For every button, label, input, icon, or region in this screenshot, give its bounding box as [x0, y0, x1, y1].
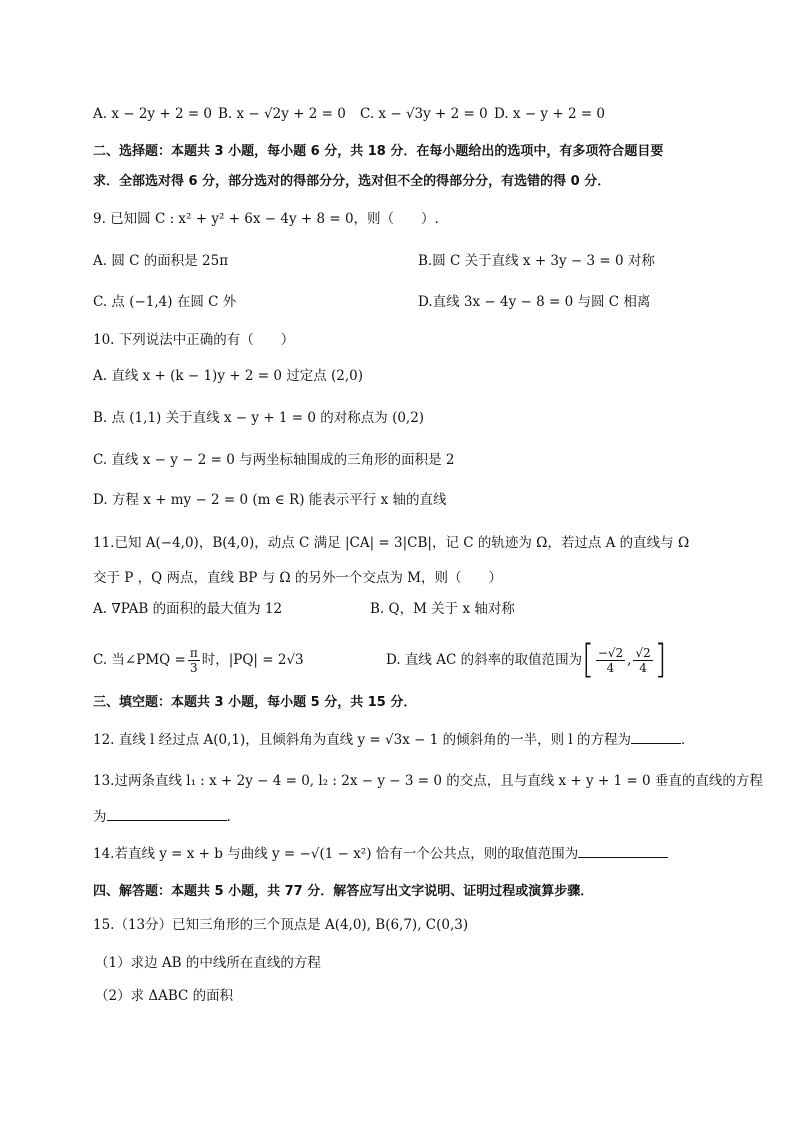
section-2-heading-line1: 二、选择题：本题共 3 小题，每小题 6 分，共 18 分．在每小题给出的选项中，有多项符合题目要 [93, 144, 664, 159]
q15-part-1: （1）求边 AB 的中线所在直线的方程 [95, 955, 321, 971]
q12-end: ． [681, 732, 695, 748]
q11-option-c-fraction [188, 646, 200, 675]
q12-text [93, 729, 695, 750]
q15-stem: 15.（13分）已知三角形的三个顶点是 A(4,0), B(6,7), C(0,3) [93, 917, 469, 933]
q11-option-d-fraction-2 [633, 646, 652, 675]
section-4-heading: 四、解答题：本题共 5 小题，共 77 分．解答应写出文字说明、证明过程或演算步骤． [93, 884, 594, 899]
q8-option-d: D. x − y + 2 = 0 [494, 106, 606, 122]
q10-stem: 10. 下列说法中正确的有（ ） [93, 332, 295, 348]
fraction-denominator: 4 [606, 661, 615, 675]
left-bracket-icon: [ [582, 637, 594, 683]
q9-stem: 9. 已知圆 C : x² + y² + 6x − 4y + 8 = 0，则（ ）. [93, 211, 439, 227]
fraction-denominator: 4 [639, 661, 647, 675]
q8-option-c: C. x − √3y + 2 = 0 [360, 106, 488, 122]
q11-option-c-pre: C. 当∠PMQ = [93, 652, 186, 668]
q13-line1: 13.过两条直线 l₁ : x + 2y − 4 = 0, l₂ : 2x − y − 3 = 0 的交点，且与直线 x + y + 1 = 0 垂直的直线的方程 [93, 773, 763, 789]
q10-option-a: A. 直线 x + (k − 1)y + 2 = 0 过定点 (2,0) [93, 368, 364, 384]
q15-part-2: （2）求 ΔABC 的面积 [95, 988, 234, 1004]
section-3-heading: 三、填空题：本题共 3 小题，每小题 5 分，共 15 分． [93, 695, 417, 710]
q10-option-b: B. 点 (1,1) 关于直线 x − y + 1 = 0 的对称点为 (0,2) [93, 410, 425, 426]
q12-answer-blank[interactable] [631, 729, 681, 744]
q13-line2 [93, 806, 231, 827]
q11-stem-line1: 11.已知 A(−4,0)，B(4,0)，动点 C 满足 |CA| = 3|CB|，记 C 的轨迹为 Ω，若过点 A 的直线与 Ω [93, 535, 690, 551]
section-2-heading-line2: 求．全部选对得 6 分，部分选对的得部分分，选对但不全的得部分分，有选错的得 0 分． [93, 174, 611, 189]
fraction-numerator: π [189, 646, 198, 660]
q14-answer-blank[interactable] [578, 843, 668, 858]
q10-option-d: D. 方程 x + my − 2 = 0 (m ∈ R) 能表示平行 x 轴的直线 [93, 492, 447, 508]
q13-line2-pre: 为 [93, 809, 107, 825]
q11-option-b: B. Q，M 关于 x 轴对称 [370, 601, 515, 617]
q13-line2-end: . [226, 809, 231, 825]
q11-option-d-pre: D. 直线 AC 的斜率的取值范围为 [386, 652, 583, 668]
q11-option-c [93, 646, 304, 675]
q12-body: 12. 直线 l 经过点 A(0,1)，且倾斜角为直线 y = √3x − 1 的倾斜角的一半，则 l 的方程为 [93, 732, 631, 748]
q13-answer-blank[interactable] [107, 806, 227, 821]
q9-option-a: A. 圆 C 的面积是 25π [93, 253, 229, 269]
q11-stem-line2: 交于 P ，Q 两点，直线 BP 与 Ω 的另外一个交点为 M，则（ ） [93, 570, 503, 586]
q14-body: 14.若直线 y = x + b 与曲线 y = −√(1 − x²) 恰有一个公共点，则的取值范围为 [93, 846, 579, 862]
q10-option-c: C. 直线 x − y − 2 = 0 与两坐标轴围成的三角形的面积是 2 [93, 452, 455, 468]
q11-option-d-fraction-1 [596, 646, 625, 675]
right-bracket-icon: ] [654, 637, 667, 683]
fraction-denominator: 3 [189, 661, 198, 675]
fraction-numerator: √2 [635, 646, 651, 660]
q8-option-a: A. x − 2y + 2 = 0 [93, 106, 213, 122]
q11-option-d: D. 直线 AC 的斜率的取值范围为[ $\frac{-√2}{4}$ , $\frac{√2}{4}$ ] [386, 637, 667, 683]
q9-option-c: C. 点 (−1,4) 在圆 C 外 [93, 294, 237, 310]
q9-option-d: D.直线 3x − 4y − 8 = 0 与圆 C 相离 [418, 294, 651, 310]
q11-option-c-post: 时，|PQ| = 2√3 [201, 652, 304, 668]
q8-option-b: B. x − √2y + 2 = 0 [218, 106, 346, 122]
q9-option-b: B.圆 C 关于直线 x + 3y − 3 = 0 对称 [418, 253, 655, 269]
q11-option-a: A. ∇PAB 的面积的最大值为 12 [93, 601, 283, 617]
fraction-numerator: −√2 [597, 646, 624, 660]
q14-text [93, 843, 668, 864]
